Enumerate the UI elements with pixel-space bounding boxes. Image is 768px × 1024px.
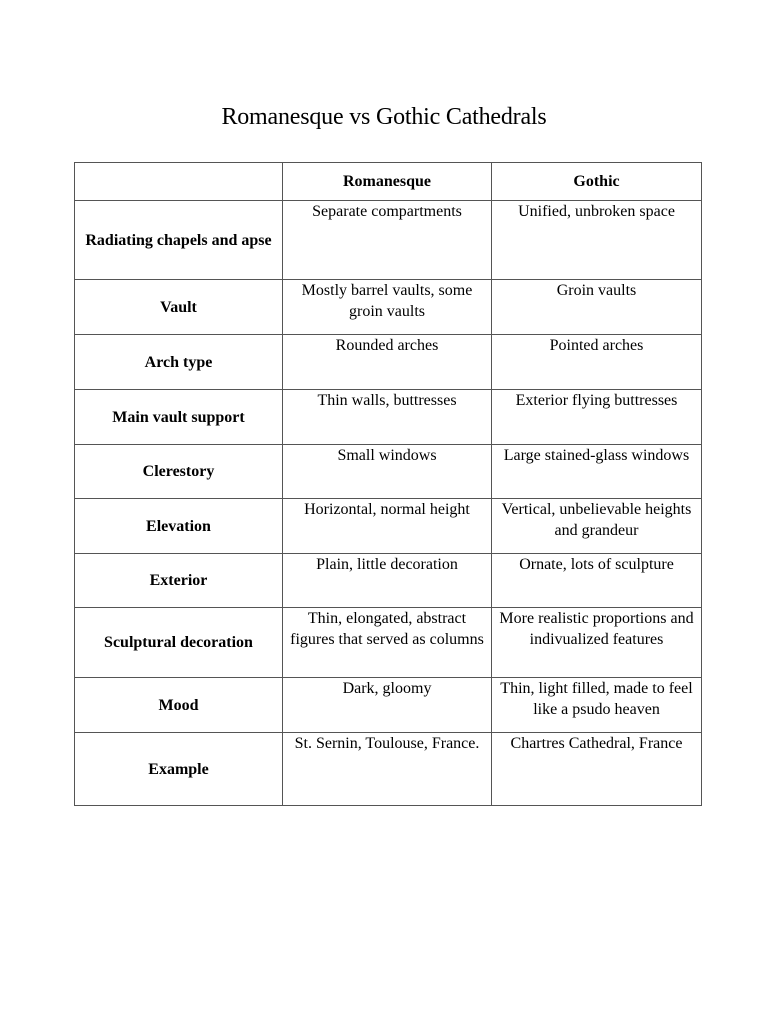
row-feature: Elevation [75,499,283,554]
gothic-cell: Large stained-glass windows [492,445,702,499]
romanesque-cell: Thin walls, buttresses [283,390,492,445]
page-title: Romanesque vs Gothic Cathedrals [221,104,547,130]
table-row [75,554,702,608]
table-row [75,280,702,335]
romanesque-cell: Rounded arches [283,335,492,390]
row-feature: Arch type [75,335,283,390]
row-feature: Example [75,733,283,806]
header-feature [75,163,283,201]
table-row [75,445,702,499]
gothic-cell: More realistic proportions and indivualized features [492,608,702,678]
row-feature: Mood [75,678,283,733]
table-row [75,499,702,554]
gothic-cell: Ornate, lots of sculpture [492,554,702,608]
gothic-cell: Unified, unbroken space [492,201,702,280]
row-feature: Exterior [75,554,283,608]
table-row [75,201,702,280]
romanesque-cell: Mostly barrel vaults, some groin vaults [283,280,492,335]
table-row [75,678,702,733]
gothic-cell: Thin, light filled, made to feel like a psudo heaven [492,678,702,733]
row-feature: Clerestory [75,445,283,499]
romanesque-cell: Dark, gloomy [283,678,492,733]
row-feature: Vault [75,280,283,335]
romanesque-cell: Small windows [283,445,492,499]
header-gothic: Gothic [492,163,702,201]
romanesque-cell: Horizontal, normal height [283,499,492,554]
table-row [75,335,702,390]
gothic-cell: Vertical, unbelievable heights and grandeur [492,499,702,554]
header-romanesque: Romanesque [283,163,492,201]
gothic-cell: Chartres Cathedral, France [492,733,702,806]
row-feature: Main vault support [75,390,283,445]
romanesque-cell: Thin, elongated, abstract figures that served as columns [283,608,492,678]
table-row [75,390,702,445]
comparison-table [74,162,702,806]
romanesque-cell: St. Sernin, Toulouse, France. [283,733,492,806]
table-row [75,733,702,806]
romanesque-cell: Plain, little decoration [283,554,492,608]
row-feature: Sculptural decoration [75,608,283,678]
row-feature: Radiating chapels and apse [75,201,283,280]
gothic-cell: Pointed arches [492,335,702,390]
gothic-cell: Groin vaults [492,280,702,335]
table-row [75,608,702,678]
table-header-row [75,163,702,201]
romanesque-cell: Separate compartments [283,201,492,280]
gothic-cell: Exterior flying buttresses [492,390,702,445]
